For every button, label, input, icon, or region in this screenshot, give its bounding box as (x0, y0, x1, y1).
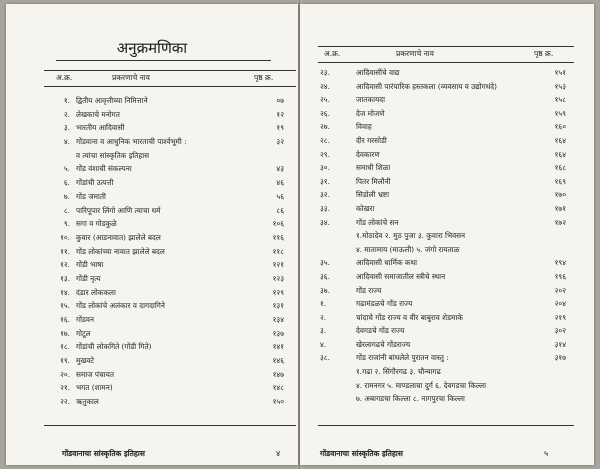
toc-entry-page: १४७ (272, 369, 284, 379)
toc-row (320, 394, 566, 408)
toc-entry-title: गोंड लोकांच्या नावात झालेले बदल (76, 246, 165, 256)
page-number: ५ (544, 449, 549, 458)
toc-entry-title: खेरलागढचे गोंडराज्य (356, 339, 411, 349)
toc-entry-page: १७१ (554, 203, 566, 213)
toc-entry-title: गोंड लोकांचे अलंकार व दागदागिने (76, 301, 165, 311)
toc-entry-page: १४८ (272, 383, 284, 393)
toc-row (48, 301, 284, 315)
toc-entry-title: दंडार लोककला (76, 287, 116, 297)
toc-entry-number: ३५. (320, 258, 330, 268)
toc-entry-number: १५. (60, 301, 70, 311)
toc-row (320, 353, 566, 367)
toc-entry-title: विवाह (356, 122, 372, 132)
toc-entry-number: २४. (320, 81, 330, 91)
toc-row (320, 122, 566, 136)
toc-row (320, 245, 566, 259)
toc-entry-page: १६० (554, 122, 566, 132)
footer-rule (44, 425, 296, 426)
toc-entry-number: ९. (63, 219, 70, 229)
toc-row (320, 177, 566, 191)
toc-row (320, 190, 566, 204)
toc-row (48, 192, 284, 206)
toc-row (48, 151, 284, 165)
toc-entry-number: १४. (60, 287, 70, 297)
toc-entry-title: गोंडांची उत्पत्ती (76, 178, 114, 188)
toc-entry-number: १. (320, 299, 327, 309)
toc-row (320, 326, 566, 340)
toc-row (48, 274, 284, 288)
toc-row (48, 206, 284, 220)
toc-entry-title: आदिवासी पारंपारिक हस्तकला (व्यवसाय व उद्योगधंदे) (356, 81, 497, 91)
toc-entry-number: ३६. (320, 271, 330, 281)
toc-row (320, 95, 566, 109)
toc-row (48, 96, 284, 110)
toc-row (48, 164, 284, 178)
toc-entry-page: १६४ (554, 149, 566, 159)
toc-entry-page: ३१७ (554, 353, 566, 363)
toc-row (320, 163, 566, 177)
toc-entry-page: १५३ (554, 81, 566, 91)
toc-row (48, 137, 284, 151)
header-page: पृष्ठ क्र. (534, 49, 554, 58)
toc-entry-page: ३१४ (554, 339, 566, 349)
toc-row (48, 315, 284, 329)
right-page (300, 4, 594, 465)
toc-entry-number: २५. (320, 95, 330, 105)
toc-entry-number: ३८. (320, 353, 330, 363)
toc-entry-page: १३७ (272, 328, 284, 338)
toc-row (48, 356, 284, 370)
header-bottom-rule (318, 62, 574, 63)
page-title: अनुक्रमणिका (116, 39, 188, 57)
toc-entry-title: आदिवासी धार्मिक कथा (356, 258, 418, 268)
toc-entry-page: १२ (276, 109, 284, 119)
toc-entry-page: ३२ (276, 137, 284, 147)
toc-entry-number: ३७. (320, 285, 330, 295)
toc-entry-number: १६. (60, 315, 70, 324)
header-name: प्रकरणाचे नाव (396, 49, 434, 58)
toc-entry-number: १७. (60, 328, 70, 338)
toc-entry-page: १९ (276, 123, 284, 133)
toc-entry-number: १. (63, 96, 70, 105)
toc-entry-title: कोखरा (356, 203, 375, 213)
running-footer: गोंडवानाचा सांस्कृतिक इतिहास (320, 449, 403, 458)
toc-entry-number: ३०. (320, 163, 330, 173)
toc-entry-title: गोटूल (76, 328, 91, 338)
toc-row (320, 367, 566, 381)
toc-entry-title: ७. अबागडचा किल्ला ८. नागपुरचा किल्ला (356, 394, 465, 404)
toc-entry-title: भारतीय आदिवासी (76, 123, 125, 133)
toc-entry-number: ३१. (320, 176, 330, 186)
toc-entry-title: लेखकाचे मनोगत (76, 109, 120, 119)
toc-entry-title: भगत (शामन) (76, 383, 113, 393)
toc-row (320, 313, 566, 327)
toc-entry-number: २०. (60, 369, 70, 379)
toc-entry-page: १६८ (554, 163, 566, 173)
toc-entry-title: ४. मातामाय (माऊली) ५. जंगो रायताळ (356, 244, 460, 254)
toc-entry-page: १९४ (554, 258, 566, 268)
toc-entry-title: व त्यांचा सांस्कृतिक इतिहास (76, 150, 150, 160)
toc-entry-number: २९. (320, 149, 330, 159)
toc-entry-number: २. (320, 312, 327, 322)
header-top-rule (318, 46, 574, 47)
toc-entry-page: १९६ (554, 271, 566, 281)
toc-row (48, 233, 284, 247)
footer-rule (318, 425, 574, 426)
toc-row (48, 288, 284, 302)
toc-entry-title: गोंड राज्य (356, 285, 382, 295)
toc-entry-title: सगा व गोडकुळे (76, 219, 117, 229)
toc-entry-title: पितर मिलौनी (356, 176, 391, 186)
toc-entry-title: १.मोठादेव २. मुठ पुजा ३. कुवारा भिवसन (356, 231, 466, 241)
toc-entry-title: १.गढा २. सिंगौरगढ ३. चौन्यागढ (356, 367, 441, 377)
toc-entry-page: १४१ (272, 342, 284, 352)
toc-row (320, 272, 566, 286)
toc-entry-title: गोंडांची लोकगिते (गोंडी गिते) (76, 342, 152, 352)
toc-entry-page: २०४ (554, 299, 566, 309)
header-num: अ.क्र. (56, 73, 73, 82)
toc-entry-number: २३. (320, 68, 330, 77)
toc-entry-number: ३२. (320, 190, 330, 200)
toc-row (320, 68, 566, 82)
running-footer: गोंडवानाचा सांस्कृतिक इतिहास (62, 449, 145, 458)
toc-entry-page: ८६ (276, 205, 284, 215)
toc-row (320, 109, 566, 123)
header-bottom-rule (44, 86, 296, 87)
toc-entry-title: ऋतुकाल (76, 397, 99, 407)
toc-entry-number: १०. (60, 232, 70, 242)
header-num: अ.क्र. (324, 49, 341, 58)
toc-entry-page: १६४ (554, 135, 566, 145)
toc-row (48, 178, 284, 192)
toc-entry-number: १३. (60, 273, 70, 283)
toc-entry-title: गोंडवन (76, 315, 95, 324)
toc-entry-page: १५९ (554, 108, 566, 118)
toc-entry-number: २७. (320, 122, 330, 132)
toc-entry-page: ११६ (272, 232, 284, 242)
page-number: ४ (276, 449, 281, 458)
toc-entry-title: देवगडचे गोंड राज्य (356, 326, 405, 336)
toc-entry-number: १२. (60, 260, 70, 270)
toc-entry-number: ४. (63, 137, 70, 147)
toc-entry-number: २८. (320, 135, 330, 145)
toc-entry-page: १२३ (272, 273, 284, 283)
toc-entry-page: १६९ (554, 176, 566, 186)
toc-row (320, 258, 566, 272)
toc-entry-number: ३४. (320, 217, 330, 227)
toc-entry-number: २६. (320, 108, 330, 118)
toc-entry-title: समाज पंचायत (76, 369, 114, 379)
toc-list (320, 68, 566, 408)
toc-entry-title: आदिवासींचे वाद्य (356, 68, 400, 77)
toc-entry-page: १२१ (272, 260, 284, 270)
toc-entry-title: मुखवटे (76, 356, 95, 366)
toc-entry-page: १५८ (554, 95, 566, 105)
toc-entry-number: १८. (60, 342, 70, 352)
toc-entry-title: गोंडवाना व आधुनिक भारताची पार्श्वभूमी : (76, 137, 187, 147)
header-name: प्रकरणाचे नाव (112, 73, 150, 82)
toc-entry-title: दीर गरसोडी (356, 135, 387, 145)
toc-list (48, 96, 284, 411)
toc-entry-page: २१९ (554, 312, 566, 322)
toc-entry-title: जातकायदा (356, 95, 385, 105)
toc-row (320, 136, 566, 150)
toc-entry-title: ४. रामनगर ५. माण्डलाचा दुर्ग ६. देवगडचा किल्ला (356, 380, 487, 390)
toc-entry-title: आदिवासी समाजातील स्त्रीचे स्थान (356, 271, 446, 281)
toc-row (320, 286, 566, 300)
header-top-rule (44, 70, 296, 71)
toc-entry-page: १५१ (554, 68, 566, 77)
toc-entry-title: गोंड वंशाची संकल्पना (76, 164, 132, 174)
toc-row (48, 397, 284, 411)
toc-entry-page: १३४ (272, 315, 284, 324)
toc-entry-page: १४६ (272, 356, 284, 366)
toc-row (48, 110, 284, 124)
toc-entry-title: गढामंडळचे गोंड राज्य (356, 299, 413, 309)
toc-row (320, 150, 566, 164)
toc-entry-title: चांदाचे गोंड राज्य व वीर बाबुराव शेडमाके (356, 312, 463, 322)
toc-row (48, 329, 284, 343)
toc-entry-number: ३३. (320, 203, 330, 213)
toc-entry-title: गोंडी नृत्य (76, 273, 101, 283)
toc-entry-page: १७२ (554, 217, 566, 227)
toc-entry-page: २०२ (554, 285, 566, 295)
toc-entry-page: १३१ (272, 301, 284, 311)
toc-row (320, 218, 566, 232)
toc-entry-page: १७० (554, 190, 566, 200)
toc-entry-page: ०७ (276, 96, 284, 105)
toc-entry-number: २२. (60, 397, 70, 407)
toc-row (48, 247, 284, 261)
left-page (6, 4, 298, 465)
toc-entry-title: द्वितीय आवृत्तीच्या निमित्ताने (76, 96, 148, 105)
toc-row (320, 299, 566, 313)
toc-entry-title: देवकारण (356, 149, 380, 159)
toc-entry-title: गोंड जमाती (76, 191, 106, 201)
toc-entry-number: ४. (320, 339, 327, 349)
toc-entry-title: देज मोजणे (356, 108, 385, 118)
toc-row (48, 383, 284, 397)
header-page: पृष्ठ क्र. (254, 73, 274, 82)
toc-entry-page: ३०२ (554, 326, 566, 336)
toc-row (320, 340, 566, 354)
toc-row (320, 231, 566, 245)
toc-entry-title: गोंड राजांनी बांधलेले पुरातन वास्तु : (356, 353, 449, 363)
toc-entry-page: १२९ (272, 287, 284, 297)
toc-entry-page: ५६ (276, 191, 284, 201)
toc-entry-page: ४६ (276, 178, 284, 188)
toc-row (48, 260, 284, 274)
toc-entry-number: ६. (63, 178, 70, 188)
toc-entry-title: पारिपूपार लिंगो आणि त्याचा धर्म (76, 205, 161, 215)
toc-entry-title: गोंड लोकांचे सन (356, 217, 399, 227)
toc-entry-page: ११८ (272, 246, 284, 256)
toc-row (48, 370, 284, 384)
title-underline (56, 60, 271, 61)
toc-entry-title: सिडोली भ्रष्टा (356, 190, 390, 200)
toc-entry-number: ७. (63, 191, 70, 201)
toc-entry-page: १०६ (272, 219, 284, 229)
toc-entry-page: ४३ (276, 164, 284, 174)
toc-row (320, 82, 566, 96)
toc-entry-page: १५० (272, 397, 284, 407)
toc-entry-title: कुवार (आडनावात) झालेले बदल (76, 232, 161, 242)
toc-entry-number: ३. (63, 123, 70, 133)
toc-row (320, 204, 566, 218)
toc-entry-title: समाधी शिळा (356, 163, 391, 173)
toc-entry-number: २. (63, 109, 70, 119)
toc-entry-number: ३. (320, 326, 327, 336)
toc-row (48, 342, 284, 356)
toc-entry-number: १९. (60, 356, 70, 366)
toc-row (320, 381, 566, 395)
toc-entry-number: ८. (63, 205, 70, 215)
toc-row (48, 123, 284, 137)
toc-entry-number: ५. (63, 164, 70, 174)
toc-entry-number: २१. (60, 383, 70, 393)
toc-row (48, 219, 284, 233)
toc-entry-number: ११. (60, 246, 70, 256)
toc-entry-title: गोंडी भाषा (76, 260, 104, 270)
